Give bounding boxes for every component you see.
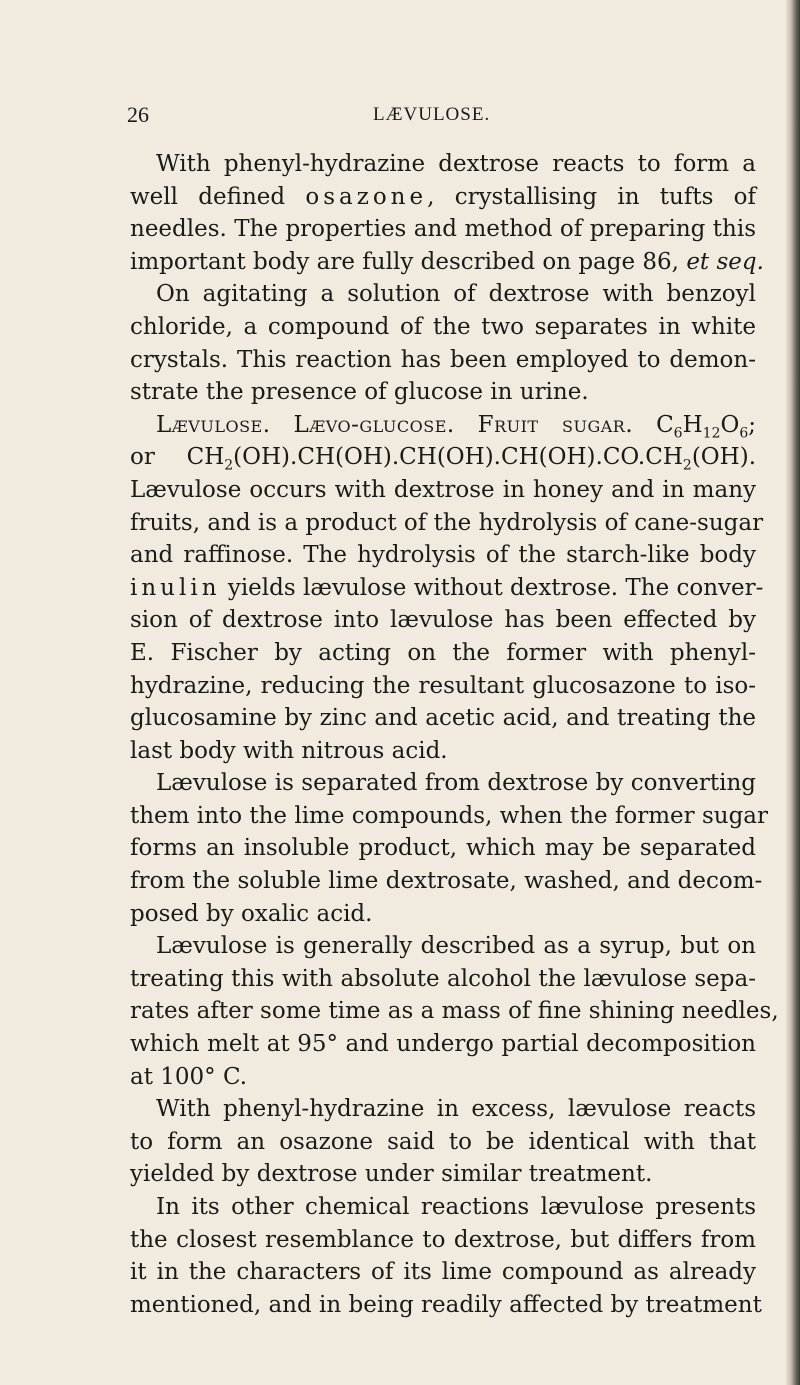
text-line: yielded by dextrose under similar treatment. bbox=[130, 1161, 653, 1188]
formula-part: or CH bbox=[130, 444, 225, 471]
text-line: With phenyl-hydrazine dextrose reacts to form a bbox=[156, 151, 756, 177]
text-line: strate the presence of glucose in urine. bbox=[130, 379, 589, 406]
text-line: crystals. This reaction has been employed to demon- bbox=[130, 346, 756, 373]
text-line: With phenyl-hydrazine in excess, lævulose reacts bbox=[156, 1096, 756, 1123]
text-line: E. Fischer by acting on the former with phenyl- bbox=[130, 639, 756, 666]
heading-synonym: Fruit sugar. bbox=[477, 411, 634, 438]
text-line bbox=[130, 572, 764, 605]
text-fragment: well defined bbox=[130, 183, 286, 210]
formula-subscript: 6 bbox=[739, 425, 749, 442]
text-line: chloride, a compound of the two separates in white bbox=[130, 313, 756, 340]
italic-term: et seq. bbox=[686, 248, 764, 275]
page-number: 26 bbox=[127, 102, 149, 127]
text-line: sion of dextrose into lævulose has been effected by bbox=[130, 607, 756, 634]
text-line: last body with nitrous acid. bbox=[130, 737, 448, 764]
text-line: the closest resemblance to dextrose, but differs from bbox=[130, 1226, 756, 1253]
text-line: needles. The properties and method of preparing this bbox=[130, 216, 756, 243]
text-line: hydrazine, reducing the resultant glucosazone to iso- bbox=[130, 672, 756, 699]
text-line: fruits, and is a product of the hydrolysis of cane-sugar bbox=[130, 509, 764, 536]
text-line: them into the lime compounds, when the former sugar bbox=[130, 802, 769, 829]
text-line: mentioned, and in being readily affected by treatment bbox=[130, 1291, 762, 1318]
formula-part: H bbox=[682, 411, 703, 438]
formula-subscript: 6 bbox=[673, 425, 683, 442]
emphasized-term: osazone bbox=[305, 183, 428, 210]
formula-part: O bbox=[720, 411, 740, 438]
text-fragment: , crystallising in tufts of bbox=[427, 183, 756, 210]
text-line: treating this with absolute alcohol the lævulose sepa- bbox=[130, 965, 756, 992]
text-fragment: yields lævulose without dextrose. The conver- bbox=[220, 574, 764, 601]
formula-subscript: 12 bbox=[702, 425, 721, 442]
text-line: glucosamine by zinc and acetic acid, and treating the bbox=[130, 705, 756, 732]
text-line: Lævulose occurs with dextrose in honey and in many bbox=[130, 476, 756, 503]
text-line: it in the characters of its lime compound as already bbox=[130, 1259, 756, 1286]
text-line: On agitating a solution of dextrose with benzoyl bbox=[156, 281, 756, 308]
running-title: LÆVULOSE. bbox=[373, 104, 491, 125]
molecular-formula bbox=[656, 411, 757, 442]
text-line: at 100° C. bbox=[130, 1063, 248, 1090]
text-line: to form an osazone said to be identical with that bbox=[130, 1128, 756, 1155]
text-line: posed by oxalic acid. bbox=[130, 900, 373, 927]
section-heading bbox=[130, 409, 756, 442]
emphasized-term: inulin bbox=[130, 574, 221, 601]
formula-part: C bbox=[656, 411, 674, 438]
text-line: Lævulose is separated from dextrose by converting bbox=[156, 770, 756, 797]
formula-part: ; bbox=[748, 411, 757, 438]
body-text bbox=[130, 148, 779, 1321]
text-line: and raffinose. The hydrolysis of the starch-like body bbox=[130, 542, 756, 569]
text-line: forms an insoluble product, which may be separated bbox=[130, 835, 756, 862]
text-line: from the soluble lime dextrosate, washed, and decom- bbox=[130, 868, 763, 895]
text-line: In its other chemical reactions lævulose presents bbox=[156, 1194, 756, 1220]
text-line: which melt at 95° and undergo partial decomposition bbox=[130, 1031, 756, 1058]
formula-part: (OH). bbox=[691, 444, 756, 471]
page-edge-shadow bbox=[786, 0, 800, 1385]
text-line: Lævulose is generally described as a syrup, but on bbox=[156, 933, 756, 960]
heading-synonym: Lævo-glucose. bbox=[293, 411, 455, 438]
formula-subscript: 2 bbox=[224, 457, 234, 474]
text-line bbox=[130, 246, 764, 279]
text-line: rates after some time as a mass of fine shining needles, bbox=[130, 998, 779, 1025]
formula-part: (OH).CH(OH).CH(OH).CH(OH).CO.CH bbox=[233, 444, 683, 471]
page-header bbox=[127, 100, 757, 132]
text-line bbox=[130, 181, 756, 214]
formula-subscript: 2 bbox=[682, 457, 692, 474]
text-fragment: important body are fully described on page 86, bbox=[130, 248, 679, 275]
heading-name: Lævulose. bbox=[156, 411, 271, 438]
structural-formula bbox=[130, 441, 756, 474]
